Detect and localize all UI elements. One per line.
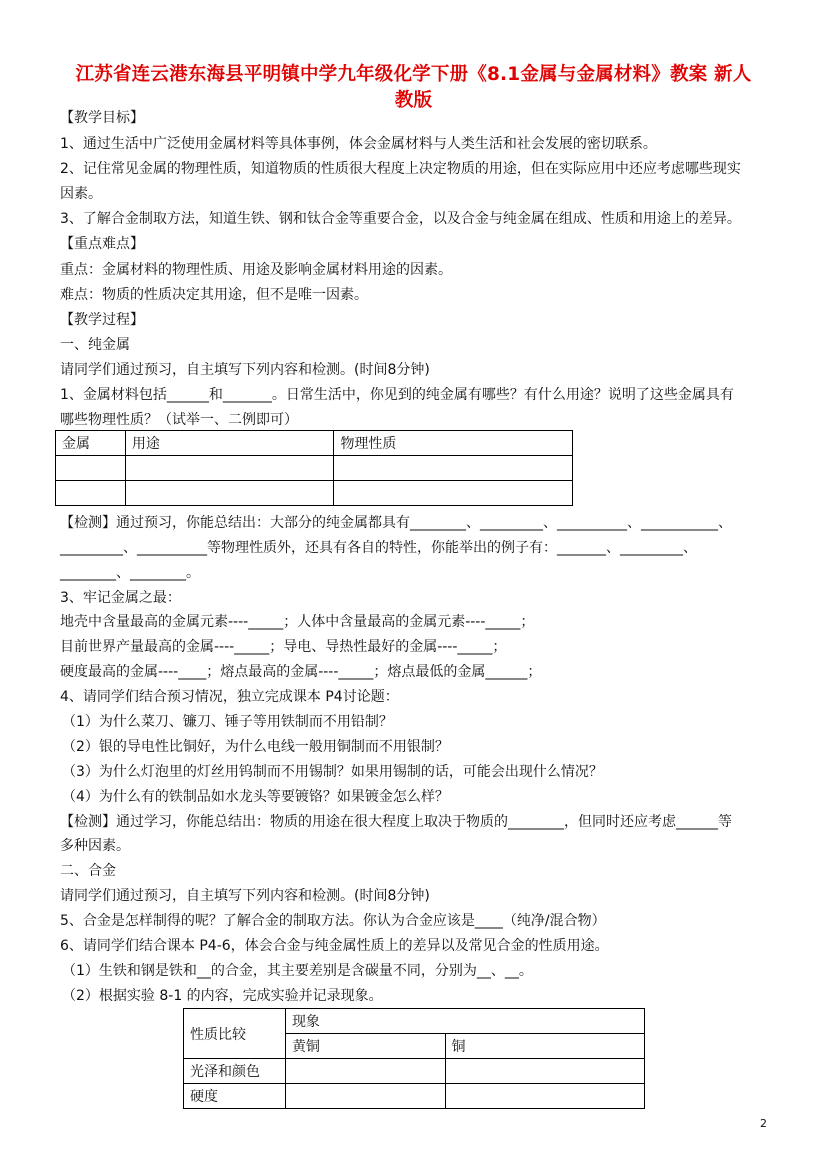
title-line-2: 教版 — [394, 90, 433, 111]
check-1-line-2: _________、__________等物理性质外，还具有各自的特性，你能举出的例子有：_______、_________、 — [60, 540, 697, 556]
check-2-line-2: 多种因素。 — [60, 838, 130, 854]
alloy-table-subheader: 铜 — [445, 1034, 644, 1059]
question-4-3: （3）为什么灯泡里的灯丝用钨制而不用锡制？如果用锡制的话，可能会出现什么情况？ — [62, 764, 603, 780]
metal-table-cell[interactable] — [125, 456, 334, 481]
question-5: 5、合金是怎样制得的呢？了解合金的制取方法。你认为合金应该是____（纯净/混合物） — [60, 913, 606, 929]
alloy-table-cell[interactable] — [445, 1059, 644, 1084]
paragraph-goal-2-cont: 因素。 — [60, 186, 102, 202]
alloy-table-header-top: 现象 — [285, 1009, 644, 1034]
question-3: 3、牢记金属之最： — [60, 590, 181, 606]
paragraph-preview-1: 请同学们通过预习，自主填写下列内容和检测。(时间8分钟) — [60, 362, 430, 378]
section-pure-metals: 一、纯金属 — [60, 337, 130, 353]
question-1-cont: 哪些物理性质？（试举一、二例即可） — [60, 412, 298, 428]
paragraph-goal-2: 2、记住常见金属的物理性质，知道物质的性质很大程度上决定物质的用途，但在实际应用中还应考虑哪些现实 — [60, 161, 741, 177]
metal-record-1: 地壳中含量最高的金属元素----_____；人体中含量最高的金属元素----_____； — [60, 614, 535, 630]
question-4-1: （1）为什么菜刀、镰刀、锤子等用铁制而不用铅制？ — [62, 714, 393, 730]
metal-table-header: 物理性质 — [334, 431, 573, 456]
alloy-table-cell[interactable] — [285, 1084, 445, 1109]
alloy-table — [183, 1008, 645, 1109]
heading-teaching-process: 【教学过程】 — [60, 312, 144, 328]
heading-key-points: 【重点难点】 — [60, 236, 144, 252]
metal-table-header: 金属 — [56, 431, 126, 456]
page-number: 2 — [760, 1117, 767, 1130]
metal-table-cell[interactable] — [334, 481, 573, 506]
paragraph-key-point: 重点：金属材料的物理性质、用途及影响金属材料用途的因素。 — [60, 262, 452, 278]
question-6-1: （1）生铁和钢是铁和__的合金，其主要差别是含碳量不同，分别为__、__。 — [62, 963, 533, 979]
paragraph-goal-1: 1、通过生活中广泛使用金属材料等具体事例，体会金属材料与人类生活和社会发展的密切联系。 — [60, 136, 657, 152]
question-4-4: （4）为什么有的铁制品如水龙头等要镀铬？如果镀金怎么样？ — [62, 789, 449, 805]
check-1-line-1: 【检测】通过预习，你能总结出：大部分的纯金属都具有________、_________、__________、___________、 — [60, 515, 732, 531]
metal-table-cell[interactable] — [56, 456, 126, 481]
paragraph-difficulty: 难点：物质的性质决定其用途，但不是唯一因素。 — [60, 287, 368, 303]
metal-table-cell[interactable] — [56, 481, 126, 506]
metal-record-3: 硬度最高的金属----____；熔点最高的金属----_____；熔点最低的金属______； — [60, 664, 542, 680]
metal-table-header: 用途 — [125, 431, 334, 456]
question-4-2: （2）银的导电性比铜好，为什么电线一般用铜制而不用银制？ — [62, 739, 449, 755]
metal-table — [55, 430, 573, 506]
question-1: 1、金属材料包括______和_______。日常生活中，你见到的纯金属有哪些？有什么用途？说明了这些金属具有 — [60, 387, 734, 403]
title-line-1: 江苏省连云港东海县平明镇中学九年级化学下册《8.1金属与金属材料》教案 新人 — [75, 64, 752, 85]
paragraph-goal-3: 3、了解合金制取方法，知道生铁、钢和钛合金等重要合金，以及合金与纯金属在组成、性质和用途上的差异。 — [60, 211, 741, 227]
metal-table-cell[interactable] — [125, 481, 334, 506]
check-2-line-1: 【检测】通过学习，你能总结出：物质的用途在很大程度上取决于物质的________，但同时还应考虑______等 — [60, 814, 732, 830]
check-1-line-3: ________、________。 — [60, 565, 200, 581]
alloy-table-subheader: 黄铜 — [285, 1034, 445, 1059]
section-alloys: 二、合金 — [60, 863, 116, 879]
heading-teaching-goals: 【教学目标】 — [60, 110, 144, 126]
alloy-table-cell[interactable] — [445, 1084, 644, 1109]
alloy-table-row-label: 硬度 — [184, 1084, 286, 1109]
alloy-table-header-left: 性质比较 — [184, 1009, 286, 1059]
alloy-table-cell[interactable] — [285, 1059, 445, 1084]
question-6: 6、请同学们结合课本 P4-6，体会合金与纯金属性质上的差异以及常见合金的性质用途。 — [60, 938, 609, 954]
question-6-2: （2）根据实验 8-1 的内容，完成实验并记录现象。 — [62, 988, 383, 1004]
alloy-table-row-label: 光泽和颜色 — [184, 1059, 286, 1084]
question-4: 4、请同学们结合预习情况，独立完成课本 P4讨论题： — [60, 689, 399, 705]
paragraph-preview-2: 请同学们通过预习，自主填写下列内容和检测。(时间8分钟) — [60, 888, 430, 904]
metal-record-2: 目前世界产量最高的金属----_____；导电、导热性最好的金属----_____； — [60, 639, 507, 655]
document-title — [55, 62, 772, 114]
metal-table-cell[interactable] — [334, 456, 573, 481]
